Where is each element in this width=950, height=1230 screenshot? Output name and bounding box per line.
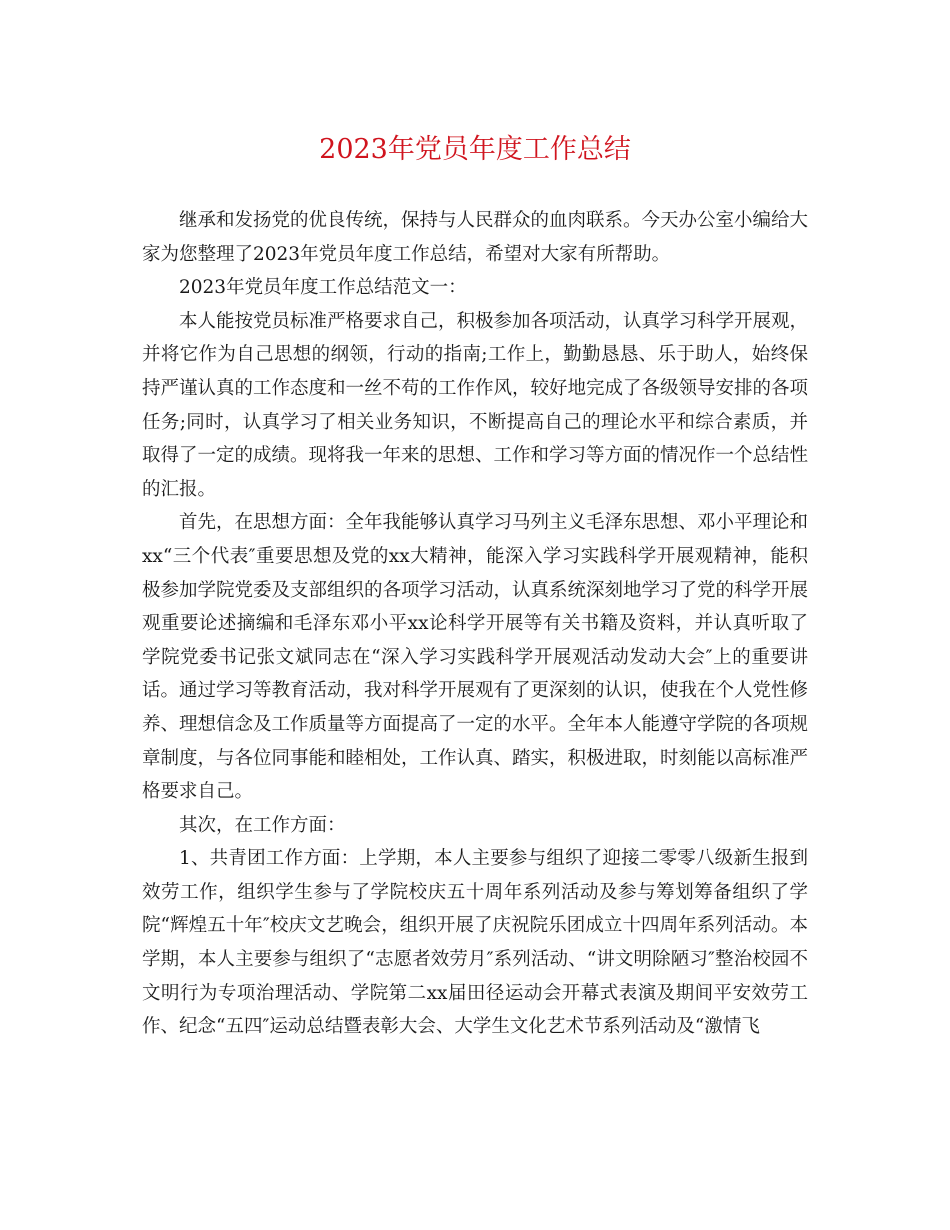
youth-league-paragraph: 1、共青团工作方面：上学期，本人主要参与组织了迎接二零零八级新生报到效劳工作，组织学生参与了学院校庆五十周年系列活动及参与筹划筹备组织了学院“辉煌五十年″校庆文艺晚会，组织开展了庆祝院乐团成立十四周年系列活动。本学期，本人主要参与组织了“志愿者效劳月″系列活动、“讲文明除陋习″整治校园不文明行为专项治理活动、学院第二xx届田径运动会开幕式表演及期间平安效劳工作、纪念“五四″运动总结暨表彰大会、大学生文化艺术节系列活动及“激情飞: [142, 848, 808, 1038]
sample-heading: 2023年党员年度工作总结范文一：: [179, 277, 467, 299]
thought-section-paragraph: 首先，在思想方面：全年我能够认真学习马列主义毛泽东思想、邓小平理论和xx“三个代表″重要思想及党的xx大精神，能深入学习实践科学开展观精神，能积极参加学院党委及支部组织的各项学习活动，认真系统深刻地学习了党的科学开展观重要论述摘编和毛泽东邓小平xx论科学开展等有关书籍及资料，并认真听取了学院党委书记张文斌同志在“深入学习实践科学开展观活动发动大会″上的重要讲话。通过学习等教育活动，我对科学开展观有了更深刻的认识，使我在个人党性修养、理想信念及工作质量等方面提高了一定的水平。全年本人能遵守学院的各项规章制度，与各位同事能和睦相处，工作认真、踏实，积极进取，时刻能以高标准严格要求自己。: [142, 512, 809, 803]
document-title: 2023年党员年度工作总结: [319, 134, 631, 165]
work-section-heading: 其次，在工作方面：: [179, 814, 346, 836]
intro-paragraph: 继承和发扬党的优良传统，保持与人民群众的血肉联系。今天办公室小编给大家为您整理了2023年党员年度工作总结，希望对大家有所帮助。: [142, 210, 809, 265]
summary-paragraph: 本人能按党员标准严格要求自己，积极参加各项活动，认真学习科学开展观，并将它作为自己思想的纲领，行动的指南;工作上，勤勤恳恳、乐于助人，始终保持严谨认真的工作态度和一丝不苟的工作作风，较好地完成了各级领导安排的各项任务;同时，认真学习了相关业务知识，不断提高自己的理论水平和综合素质，并取得了一定的成绩。现将我一年来的思想、工作和学习等方面的情况作一个总结性的汇报。: [142, 310, 809, 500]
document-body: [142, 204, 808, 1044]
